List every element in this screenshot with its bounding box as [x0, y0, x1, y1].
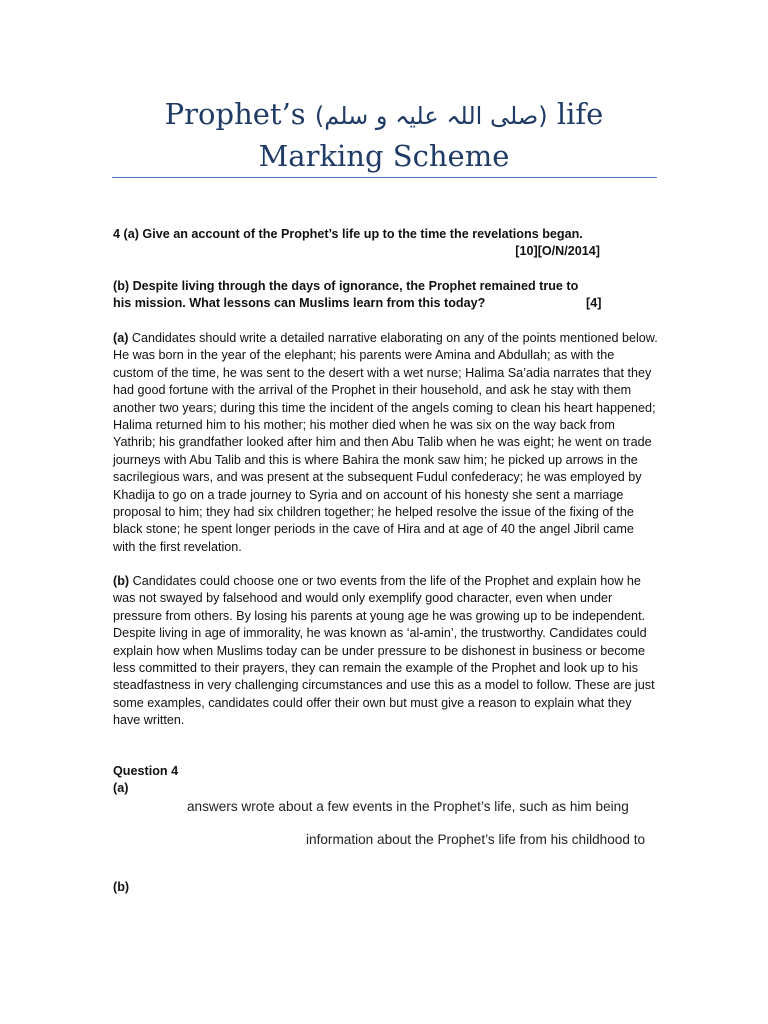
page-subtitle: Marking Scheme	[258, 139, 510, 173]
question-part-b: (b) Despite living through the days of ignorance, the Prophet remained true to his mission. What lessons can Muslims learn from this today?	[113, 279, 579, 311]
examiner-comment-line-1: answers wrote about a few events in the Prophet’s life, such as him being	[187, 799, 629, 814]
answer-part-a-label: (a)	[113, 331, 129, 345]
title-divider	[112, 177, 657, 178]
question-part-a: 4 (a) Give an account of the Prophet’s life up to the time the revelations began.	[113, 227, 583, 241]
examiner-heading: Question 4	[113, 764, 179, 778]
title-prefix: Prophet’s	[164, 97, 306, 131]
examiner-part-a-label: (a)	[113, 781, 129, 795]
answer-part-b-label: (b)	[113, 574, 130, 588]
question-part-b-marks: [4]	[586, 296, 602, 310]
examiner-comment-line-2: information about the Prophet’s life from his childhood to	[306, 832, 646, 847]
answer-part-b-text: Candidates could choose one or two events from the life of the Prophet and explain how he was not swayed by falsehood and would only exemplify good character, even when under pressure from others. By losing his parents at young age he was growing up to be independent. Despite living in age of immorality, he was known as ‘al-amin’, the trustworthy. Candidates could explain how when Muslims today can be under pressure to be dishonest in business or become less committed to their prayers, they can remain the example of the Prophet and look up to his steadfastness in very challenging circumstances and use this as a model to follow. These are just some examples, candidates could offer their own but must give a reason to explain what they have written.	[113, 574, 655, 728]
title-suffix: life	[556, 97, 604, 131]
answer-part-a-text: Candidates should write a detailed narrative elaborating on any of the points mentioned below. He was born in the year of the elephant; his parents were Amina and Abdullah; as with the custom of the time, he was sent to the desert with a wet nurse; Halima Sa’adia narrates that they had good fortune with the arrival of the Prophet in their household, and ask he stay with them another two years; during this time the incident of the angels coming to clean his heart happened; Halima returned him to his mother; his mother died when he was six on the way back from Yathrib; his grandfather looked after him and then Abu Talib when he was eight; he went on trade journeys with Abu Talib and this is where Bahira the monk saw him; he picked up arrows in the sacrilegious wars, and was present at the subsequent Fudul confederacy; he was employed by Khadija to go on a trade journey to Syria and on account of his honesty she sent a marriage proposal to him; they had six children together; he helped resolve the issue of the fixing of the black stone; he spent longer periods in the cave of Hira and at age of 40 the angel Jibril came with the first revelation.	[113, 331, 658, 554]
page-title	[0, 94, 768, 136]
answer-part-a	[113, 330, 658, 556]
title-arabic-honorific: (صلی اللہ علیہ و سلم)	[314, 102, 548, 130]
examiner-part-b-label: (b)	[113, 880, 130, 894]
answer-part-b	[113, 573, 658, 730]
question-part-a-marks: [10][O/N/2014]	[515, 244, 600, 258]
